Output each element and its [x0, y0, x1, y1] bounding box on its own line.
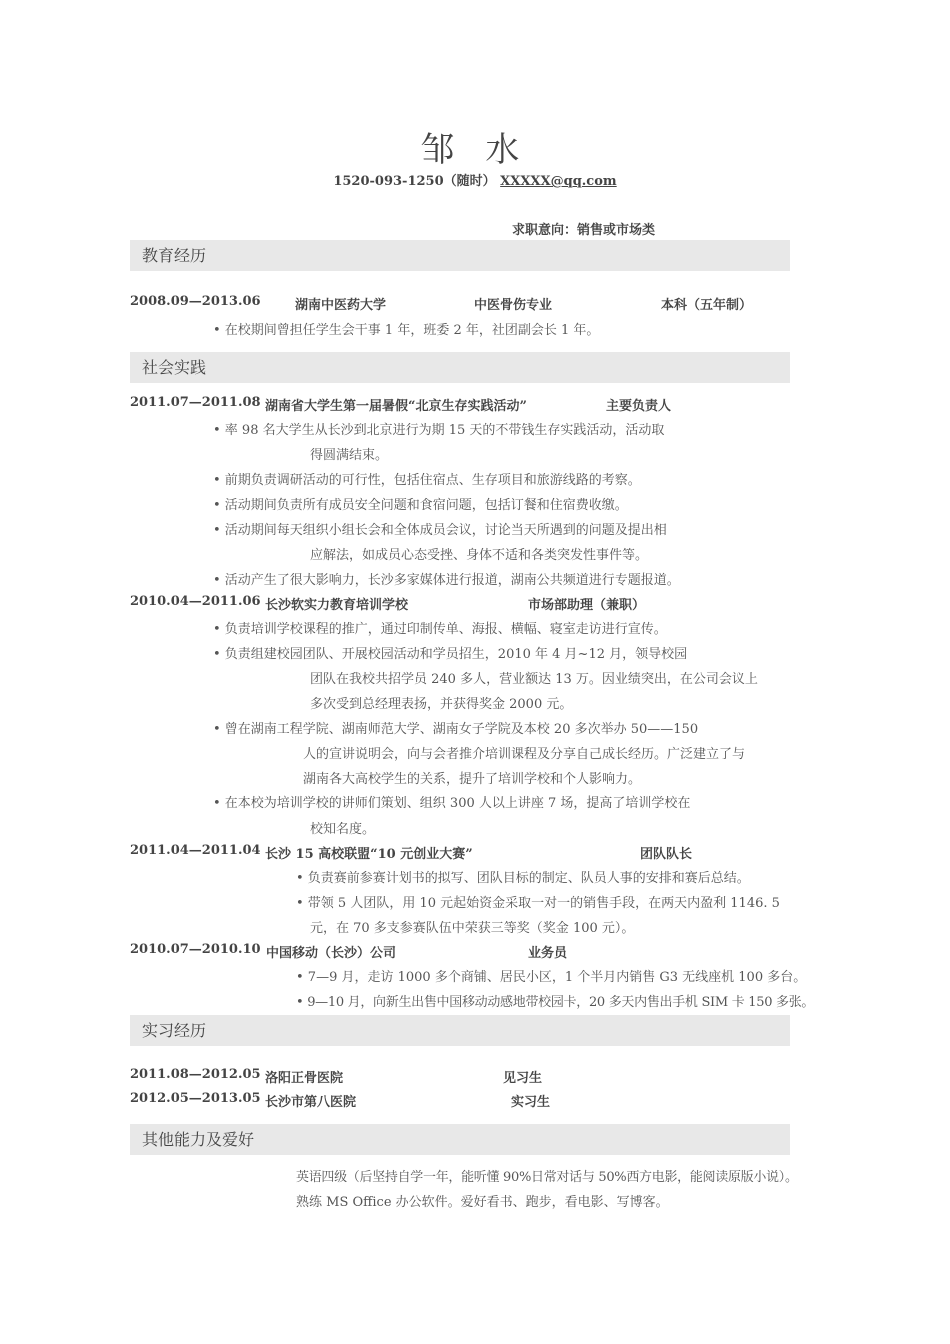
- internship-2-role: 实习生: [511, 1095, 551, 1110]
- email-link[interactable]: XXXXX@qq.com: [500, 174, 617, 189]
- candidate-name: 邹 水: [420, 130, 530, 170]
- practice-1-line: 得圆满结束。: [310, 448, 389, 463]
- practice-2-role: 市场部助理（兼职）: [528, 598, 646, 613]
- practice-4-org: 中国移动（长沙）公司: [266, 946, 397, 961]
- practice-3-line: • 带领 5 人团队，用 10 元起始资金采取一对一的销售手段，在两天内盈利 1146. 5: [296, 896, 780, 911]
- practice-2-line: • 负责组建校园团队、开展校园活动和学员招生，2010 年 4 月~12 月，领导校园: [213, 647, 688, 662]
- practice-1-line: 应解法，如成员心态受挫、身体不适和各类突发性事件等。: [310, 548, 649, 563]
- practice-1-period: 2011.07—2011.08: [130, 395, 261, 410]
- section-header-internship: 实习经历: [130, 1015, 790, 1046]
- internship-2-period: 2012.05—2013.05: [130, 1091, 261, 1106]
- practice-2-line: 多次受到总经理表扬，并获得奖金 2000 元。: [310, 697, 573, 712]
- practice-3-line: • 负责赛前参赛计划书的拟写、团队目标的制定、队员人事的安排和赛后总结。: [296, 871, 750, 886]
- practice-4-role: 业务员: [528, 946, 568, 961]
- skills-line: 熟练 MS Office 办公软件。爱好看书、跑步，看电影、写博客。: [296, 1195, 669, 1210]
- practice-2-period: 2010.04—2011.06: [130, 594, 261, 609]
- practice-1-line: • 率 98 名大学生从长沙到北京进行为期 15 天的不带钱生存实践活动，活动取: [213, 423, 665, 438]
- contact-line: [0, 170, 950, 189]
- practice-2-org: 长沙软实力教育培训学校: [265, 598, 409, 613]
- practice-2-line: 校知名度。: [310, 822, 376, 837]
- practice-3-line: 元，在 70 多支参赛队伍中荣获三等奖（奖金 100 元）。: [310, 921, 635, 936]
- practice-2-line: • 负责培训学校课程的推广，通过印制传单、海报、横幅、寝室走访进行宣传。: [213, 622, 667, 637]
- education-major: 中医骨伤专业: [474, 298, 553, 313]
- section-header-practice: 社会实践: [130, 352, 790, 383]
- practice-4-line: • 7—9 月，走访 1000 多个商铺、居民小区，1 个半月内销售 G3 无线座机 100 多台。: [296, 970, 807, 985]
- internship-1-org: 洛阳正骨医院: [265, 1071, 344, 1086]
- section-header-education: 教育经历: [130, 240, 790, 271]
- practice-4-period: 2010.07—2010.10: [130, 942, 261, 957]
- practice-3-org: 长沙 15 高校联盟“10 元创业大赛”: [265, 847, 473, 862]
- practice-3-period: 2011.04—2011.04: [130, 843, 261, 858]
- practice-1-line: • 活动产生了很大影响力，长沙多家媒体进行报道，湖南公共频道进行专题报道。: [213, 573, 680, 588]
- practice-1-role: 主要负责人: [606, 399, 672, 414]
- section-header-skills: 其他能力及爱好: [130, 1124, 790, 1155]
- practice-1-line: • 前期负责调研活动的可行性，包括住宿点、生存项目和旅游线路的考察。: [213, 473, 641, 488]
- practice-3-role: 团队队长: [640, 847, 693, 862]
- phone-number: 1520-093-1250（随时）: [333, 174, 496, 189]
- education-note: • 在校期间曾担任学生会干事 1 年，班委 2 年，社团副会长 1 年。: [213, 323, 600, 338]
- practice-1-org: 湖南省大学生第一届暑假“北京生存实践活动”: [265, 399, 527, 414]
- skills-line: 英语四级（后坚持自学一年，能听懂 90%日常对话与 50%西方电影，能阅读原版小说）。: [296, 1170, 798, 1185]
- practice-2-line: 团队在我校共招学员 240 多人，营业额达 13 万。因业绩突出，在公司会议上: [310, 672, 758, 687]
- practice-2-line: • 曾在湖南工程学院、湖南师范大学、湖南女子学院及本校 20 多次举办 50——150: [213, 722, 699, 737]
- internship-1-role: 见习生: [503, 1071, 543, 1086]
- practice-2-line: 人的宣讲说明会，向与会者推介培训课程及分享自己成长经历。广泛建立了与: [303, 747, 746, 762]
- education-period: 2008.09—2013.06: [130, 294, 261, 309]
- job-objective: 求职意向：销售或市场类: [512, 223, 656, 238]
- internship-2-org: 长沙市第八医院: [265, 1095, 357, 1110]
- practice-1-line: • 活动期间负责所有成员安全问题和食宿问题，包括订餐和住宿费收缴。: [213, 498, 628, 513]
- education-degree: 本科（五年制）: [661, 298, 753, 313]
- practice-1-line: • 活动期间每天组织小组长会和全体成员会议，讨论当天所遇到的问题及提出相: [213, 523, 667, 538]
- practice-2-line: • 在本校为培训学校的讲师们策划、组织 300 人以上讲座 7 场，提高了培训学校在: [213, 796, 691, 811]
- education-school: 湖南中医药大学: [295, 298, 387, 313]
- practice-2-line: 湖南各大高校学生的关系，提升了培训学校和个人影响力。: [303, 772, 642, 787]
- practice-4-line: • 9—10 月，向新生出售中国移动动感地带校园卡，20 多天内售出手机 SIM 卡 150 多张。: [296, 995, 815, 1010]
- internship-1-period: 2011.08—2012.05: [130, 1067, 261, 1082]
